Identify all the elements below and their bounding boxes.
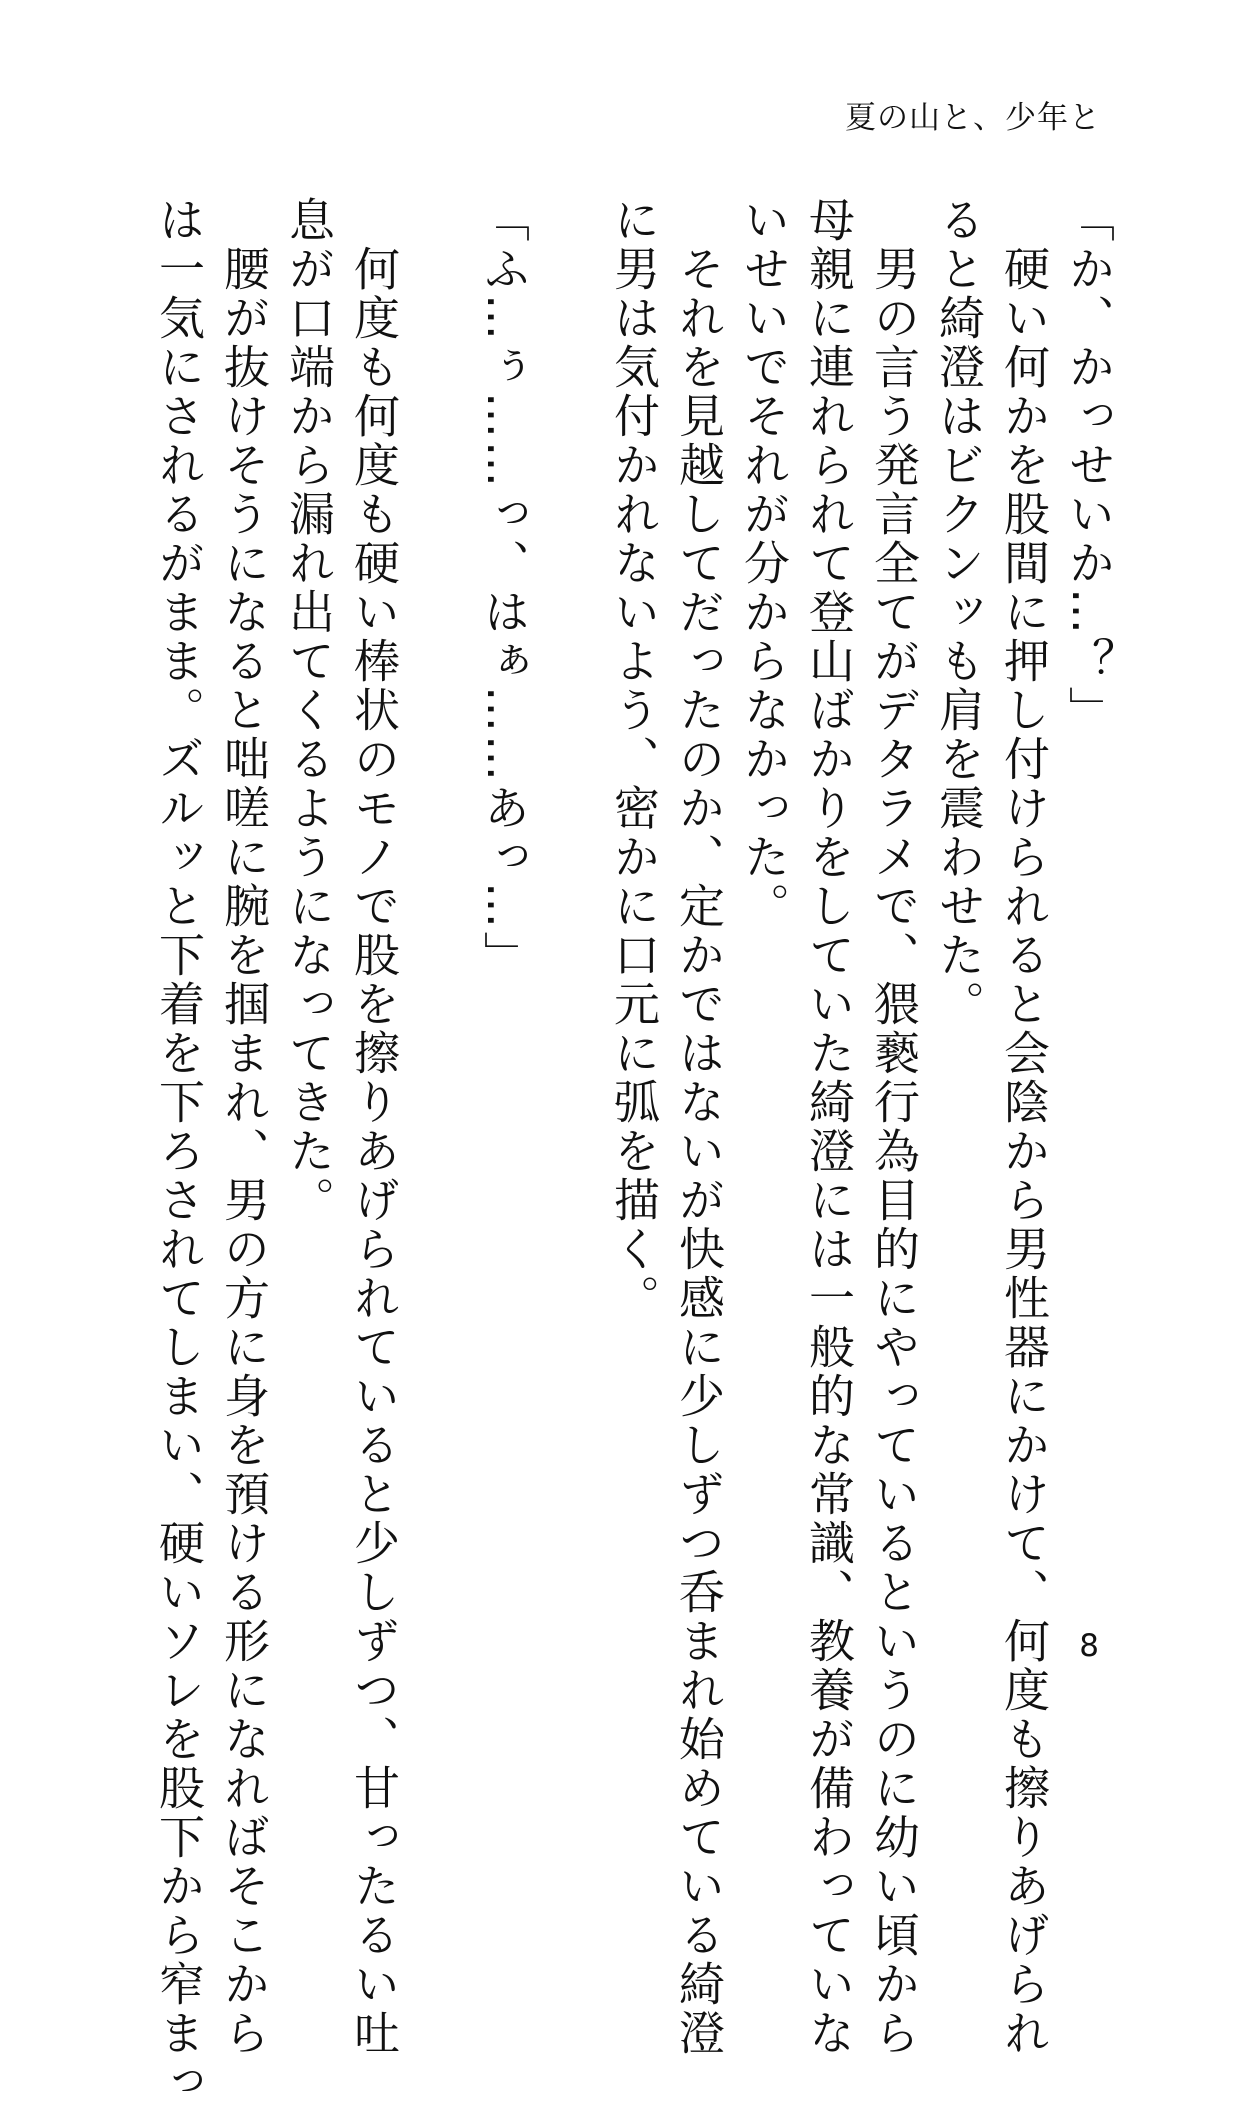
text-line: 男の言う発言全てがデタラメで、猥褻行為目的にやっているというのに幼い頃から xyxy=(867,196,921,2058)
text-line: に男は気付かれないよう、密かに口元に弧を描く。 xyxy=(607,196,661,1323)
text-line: 硬い何かを股間に押し付けられると会陰から男性器にかけて、何度も擦りあげられ xyxy=(997,196,1051,2058)
text-line: 息が口端から漏れ出てくるようになってきた。 xyxy=(282,196,336,1225)
blank-line xyxy=(536,196,601,1626)
text-line: それを見越してだったのか、定かではないが快感に少しずつ呑まれ始めている綺澄 xyxy=(672,196,726,2058)
text-line: 何度も何度も硬い棒状のモノで股を擦りあげられていると少しずつ、甘ったるい吐 xyxy=(347,196,401,2058)
blank-line xyxy=(406,196,471,1626)
text-line: ると綺澄はビクンッも肩を震わせた。 xyxy=(932,196,986,1029)
text-line: 「ふ…ぅ……っ、はぁ……あっ…」 xyxy=(477,196,531,980)
running-head-title: 夏の山と、少年と xyxy=(845,100,1101,136)
text-line: 「か、かっせいか…？」 xyxy=(1062,196,1116,735)
text-line: いせいでそれが分からなかった。 xyxy=(737,196,791,931)
text-line: は一気にされるがまま。ズルッと下着を下ろされてしまい、硬いソレを股下から窄まっ xyxy=(152,196,206,2107)
body-text xyxy=(146,196,1121,2107)
text-line: 腰が抜けそうになると咄嗟に腕を掴まれ、男の方に身を預ける形になればそこから xyxy=(217,196,271,2058)
text-line: 母親に連れられて登山ばかりをしていた綺澄には一般的な常識、教養が備わっていな xyxy=(802,196,856,2058)
page-number: 8 xyxy=(1079,1628,1099,1664)
